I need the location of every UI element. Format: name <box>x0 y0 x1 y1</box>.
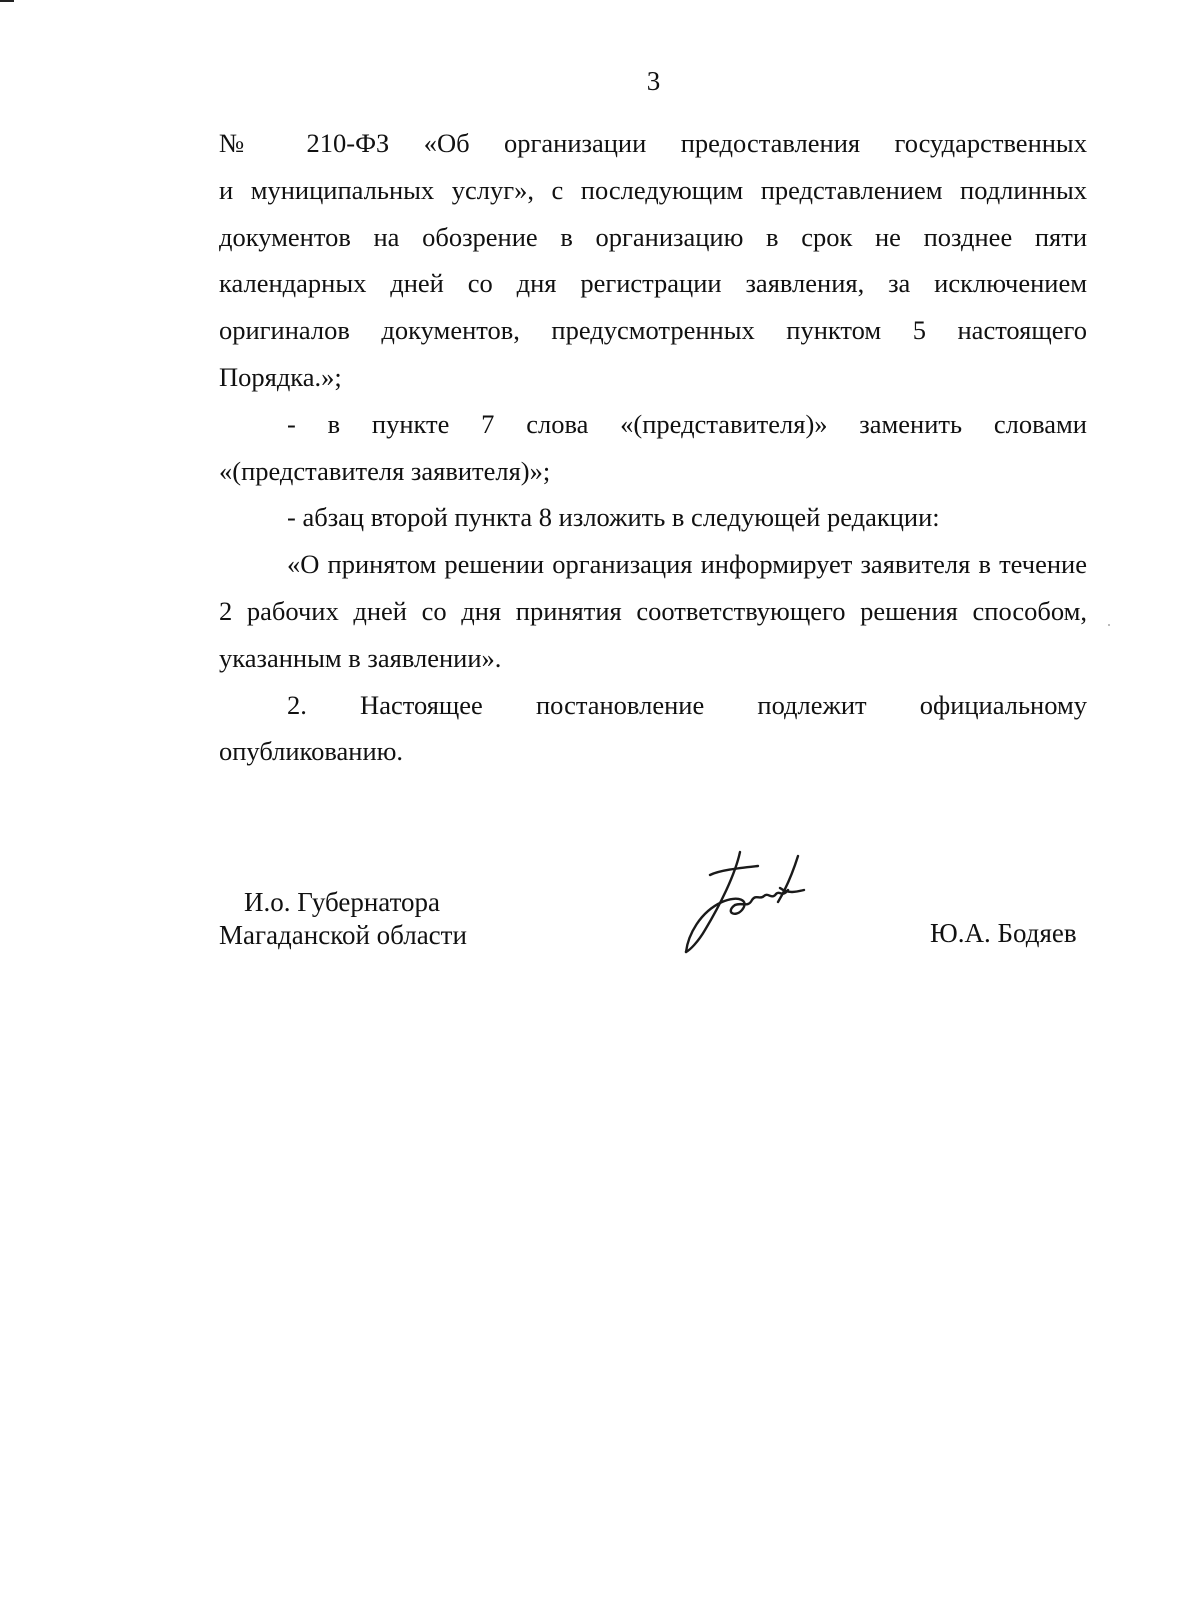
handwritten-signature <box>680 850 840 960</box>
paragraph-law-reference-first-line: № 210-ФЗ «Об организации предоставления государственных <box>219 128 1087 158</box>
paragraph-point-8-intro: - абзац второй пункта 8 изложить в следующей редакции: <box>287 502 940 533</box>
page-number: 3 <box>646 66 661 96</box>
signatory-position <box>219 886 479 952</box>
paragraph-point-7: - в пункте 7 слова «(представителя)» заменить словами «(представителя заявителя)»; <box>219 408 1087 486</box>
paragraph-point-8-text: «О принятом решении организация информирует заявителя в течение 2 рабочих дней со дня принятия соответствующего решения способом, указанным в заявлении». <box>219 549 1087 673</box>
signatory-name: Ю.А. Бодяев <box>930 918 1077 948</box>
document-body <box>219 120 1087 775</box>
signatory-position-line2: Магаданской области <box>219 920 467 950</box>
scan-edge-mark <box>0 0 14 2</box>
paragraph-publication: 2. Настоящее постановление подлежит официальному опубликованию. <box>219 689 1087 767</box>
paragraph-law-reference-rest: и муниципальных услуг», с последующим представлением подлинных документов на обозрение в организацию в срок не позднее пяти календарных дней со дня регистрации заявления, за исключением оригиналов документов, предусмотренных пунктом 5 настоящего Порядка.»; <box>219 174 1087 392</box>
paragraph-law-reference <box>219 120 1087 401</box>
scan-speck <box>1108 624 1110 626</box>
signatory-position-line1: И.о. Губернатора <box>244 887 441 917</box>
